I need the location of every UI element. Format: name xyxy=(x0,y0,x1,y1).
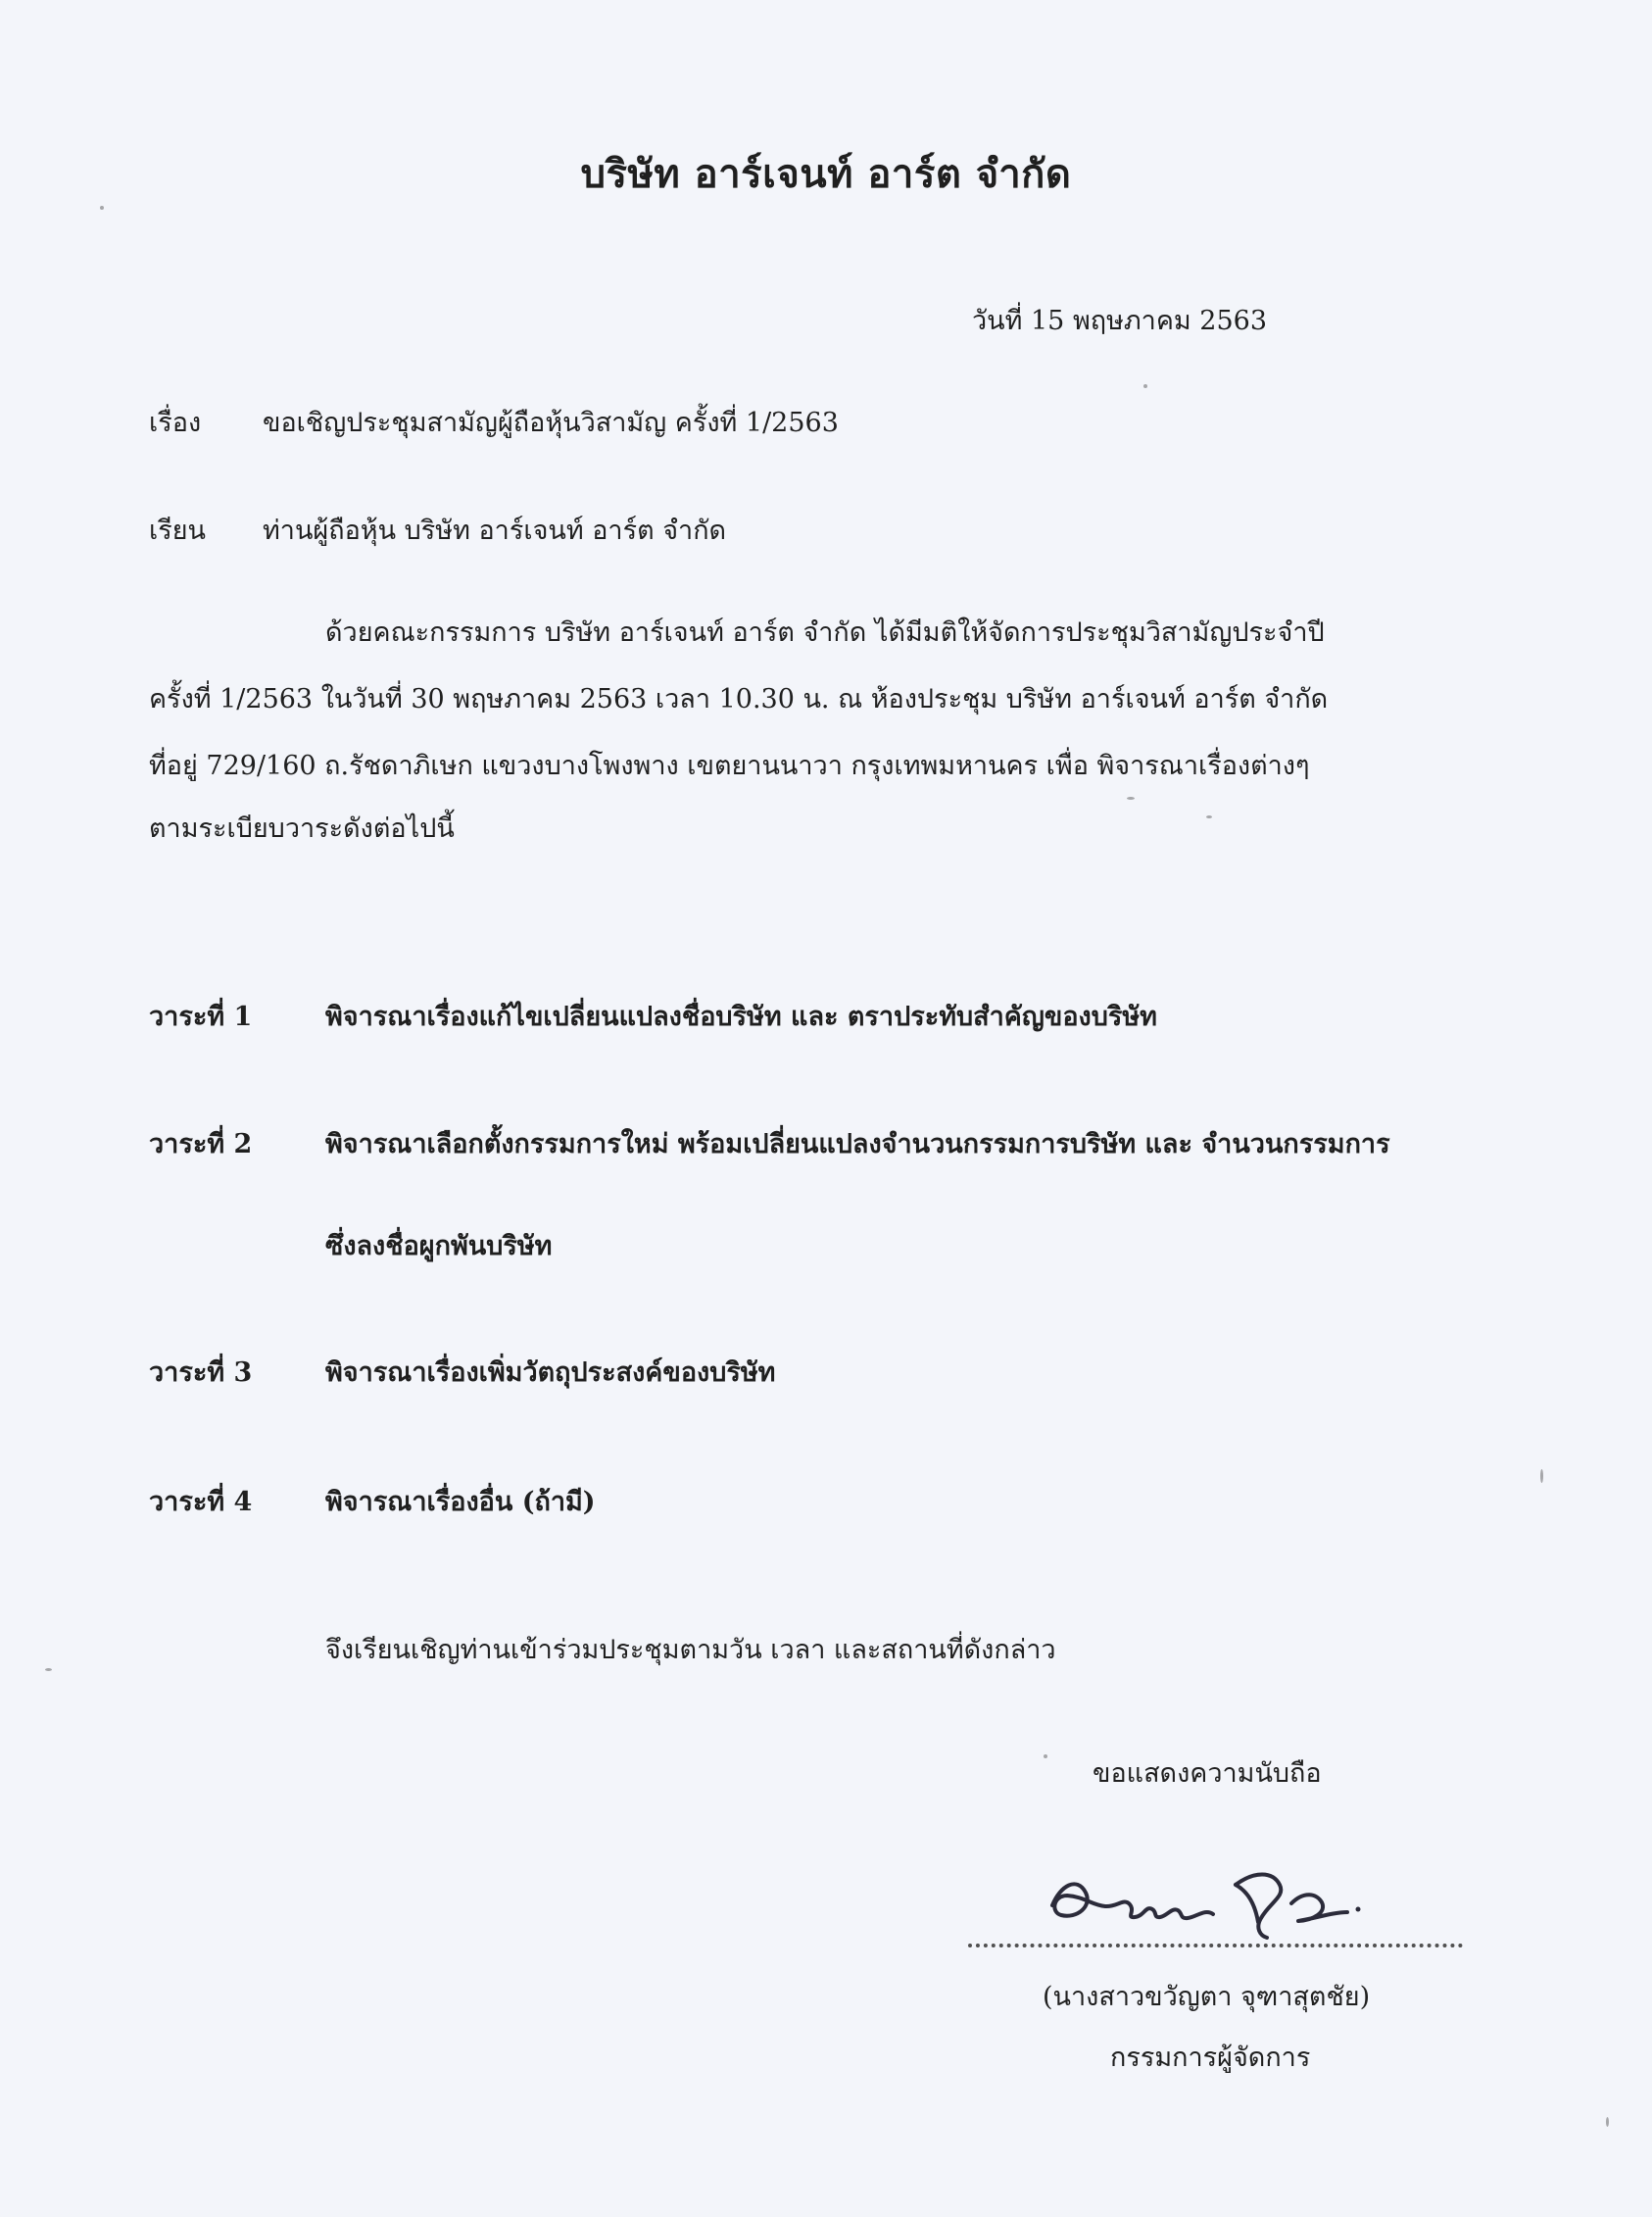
closing-line: จึงเรียนเชิญท่านเข้าร่วมประชุมตามวัน เวลา และสถานที่ดังกล่าว xyxy=(325,1635,1056,1665)
agenda-label-1: วาระที่ 1 xyxy=(149,1002,253,1032)
agenda-text-3: พิจารณาเรื่องเพิ่มวัตถุประสงค์ของบริษัท xyxy=(325,1357,776,1388)
agenda-text-2-line-1: พิจารณาเลือกตั้งกรรมการใหม่ พร้อมเปลี่ยนแปลงจำนวนกรรมการบริษัท และ จำนวนกรรมการ xyxy=(325,1129,1390,1159)
agenda-label-3: วาระที่ 3 xyxy=(149,1357,253,1388)
signer-title: กรรมการผู้จัดการ xyxy=(1110,2043,1311,2073)
agenda-label-2: วาระที่ 2 xyxy=(149,1129,253,1159)
company-title: บริษัท อาร์เจนท์ อาร์ต จำกัด xyxy=(580,151,1072,197)
agenda-text-4: พิจารณาเรื่องอื่น (ถ้ามี) xyxy=(325,1487,596,1517)
paper-speck xyxy=(1127,797,1135,800)
body-line-1: ด้วยคณะกรรมการ บริษัท อาร์เจนท์ อาร์ต จำกัด ได้มีมติให้จัดการประชุมวิสามัญประจำปี xyxy=(325,617,1325,648)
paper-speck xyxy=(1540,1469,1543,1483)
paper-speck xyxy=(45,1668,52,1671)
paper-speck xyxy=(1606,2117,1609,2127)
agenda-label-4: วาระที่ 4 xyxy=(149,1487,253,1517)
body-line-4: ตามระเบียบวาระดังต่อไปนี้ xyxy=(149,813,455,844)
recipient-label: เรียน xyxy=(149,516,207,546)
paper-speck xyxy=(1044,1754,1047,1758)
paper-speck xyxy=(1143,384,1147,388)
subject-value: ขอเชิญประชุมสามัญผู้ถือหุ้นวิสามัญ ครั้งที่ 1/2563 xyxy=(263,408,839,438)
signature-line xyxy=(968,1944,1463,1947)
signer-name: (นางสาวขวัญตา จุฑาสุตชัย) xyxy=(1043,1982,1371,2012)
date-line: วันที่ 15 พฤษภาคม 2563 xyxy=(972,306,1267,336)
subject-label: เรื่อง xyxy=(149,408,202,438)
body-line-3: ที่อยู่ 729/160 ถ.รัชดาภิเษก แขวงบางโพงพาง เขตยานนาวา กรุงเทพมหานคร เพื่อ พิจารณาเรื่องต่างๆ xyxy=(149,751,1310,781)
recipient-value: ท่านผู้ถือหุ้น บริษัท อาร์เจนท์ อาร์ต จำกัด xyxy=(263,516,727,546)
body-line-2: ครั้งที่ 1/2563 ในวันที่ 30 พฤษภาคม 2563 เวลา 10.30 น. ณ ห้องประชุม บริษัท อาร์เจนท์ อาร์ต จำกัด xyxy=(149,684,1329,714)
regards-line: ขอแสดงความนับถือ xyxy=(1093,1758,1322,1789)
agenda-text-2-line-2: ซึ่งลงชื่อผูกพันบริษัท xyxy=(325,1231,553,1261)
paper-speck xyxy=(1206,815,1212,818)
paper-speck xyxy=(100,206,104,210)
agenda-text-1: พิจารณาเรื่องแก้ไขเปลี่ยนแปลงชื่อบริษัท และ ตราประทับสำคัญของบริษัท xyxy=(325,1002,1157,1032)
